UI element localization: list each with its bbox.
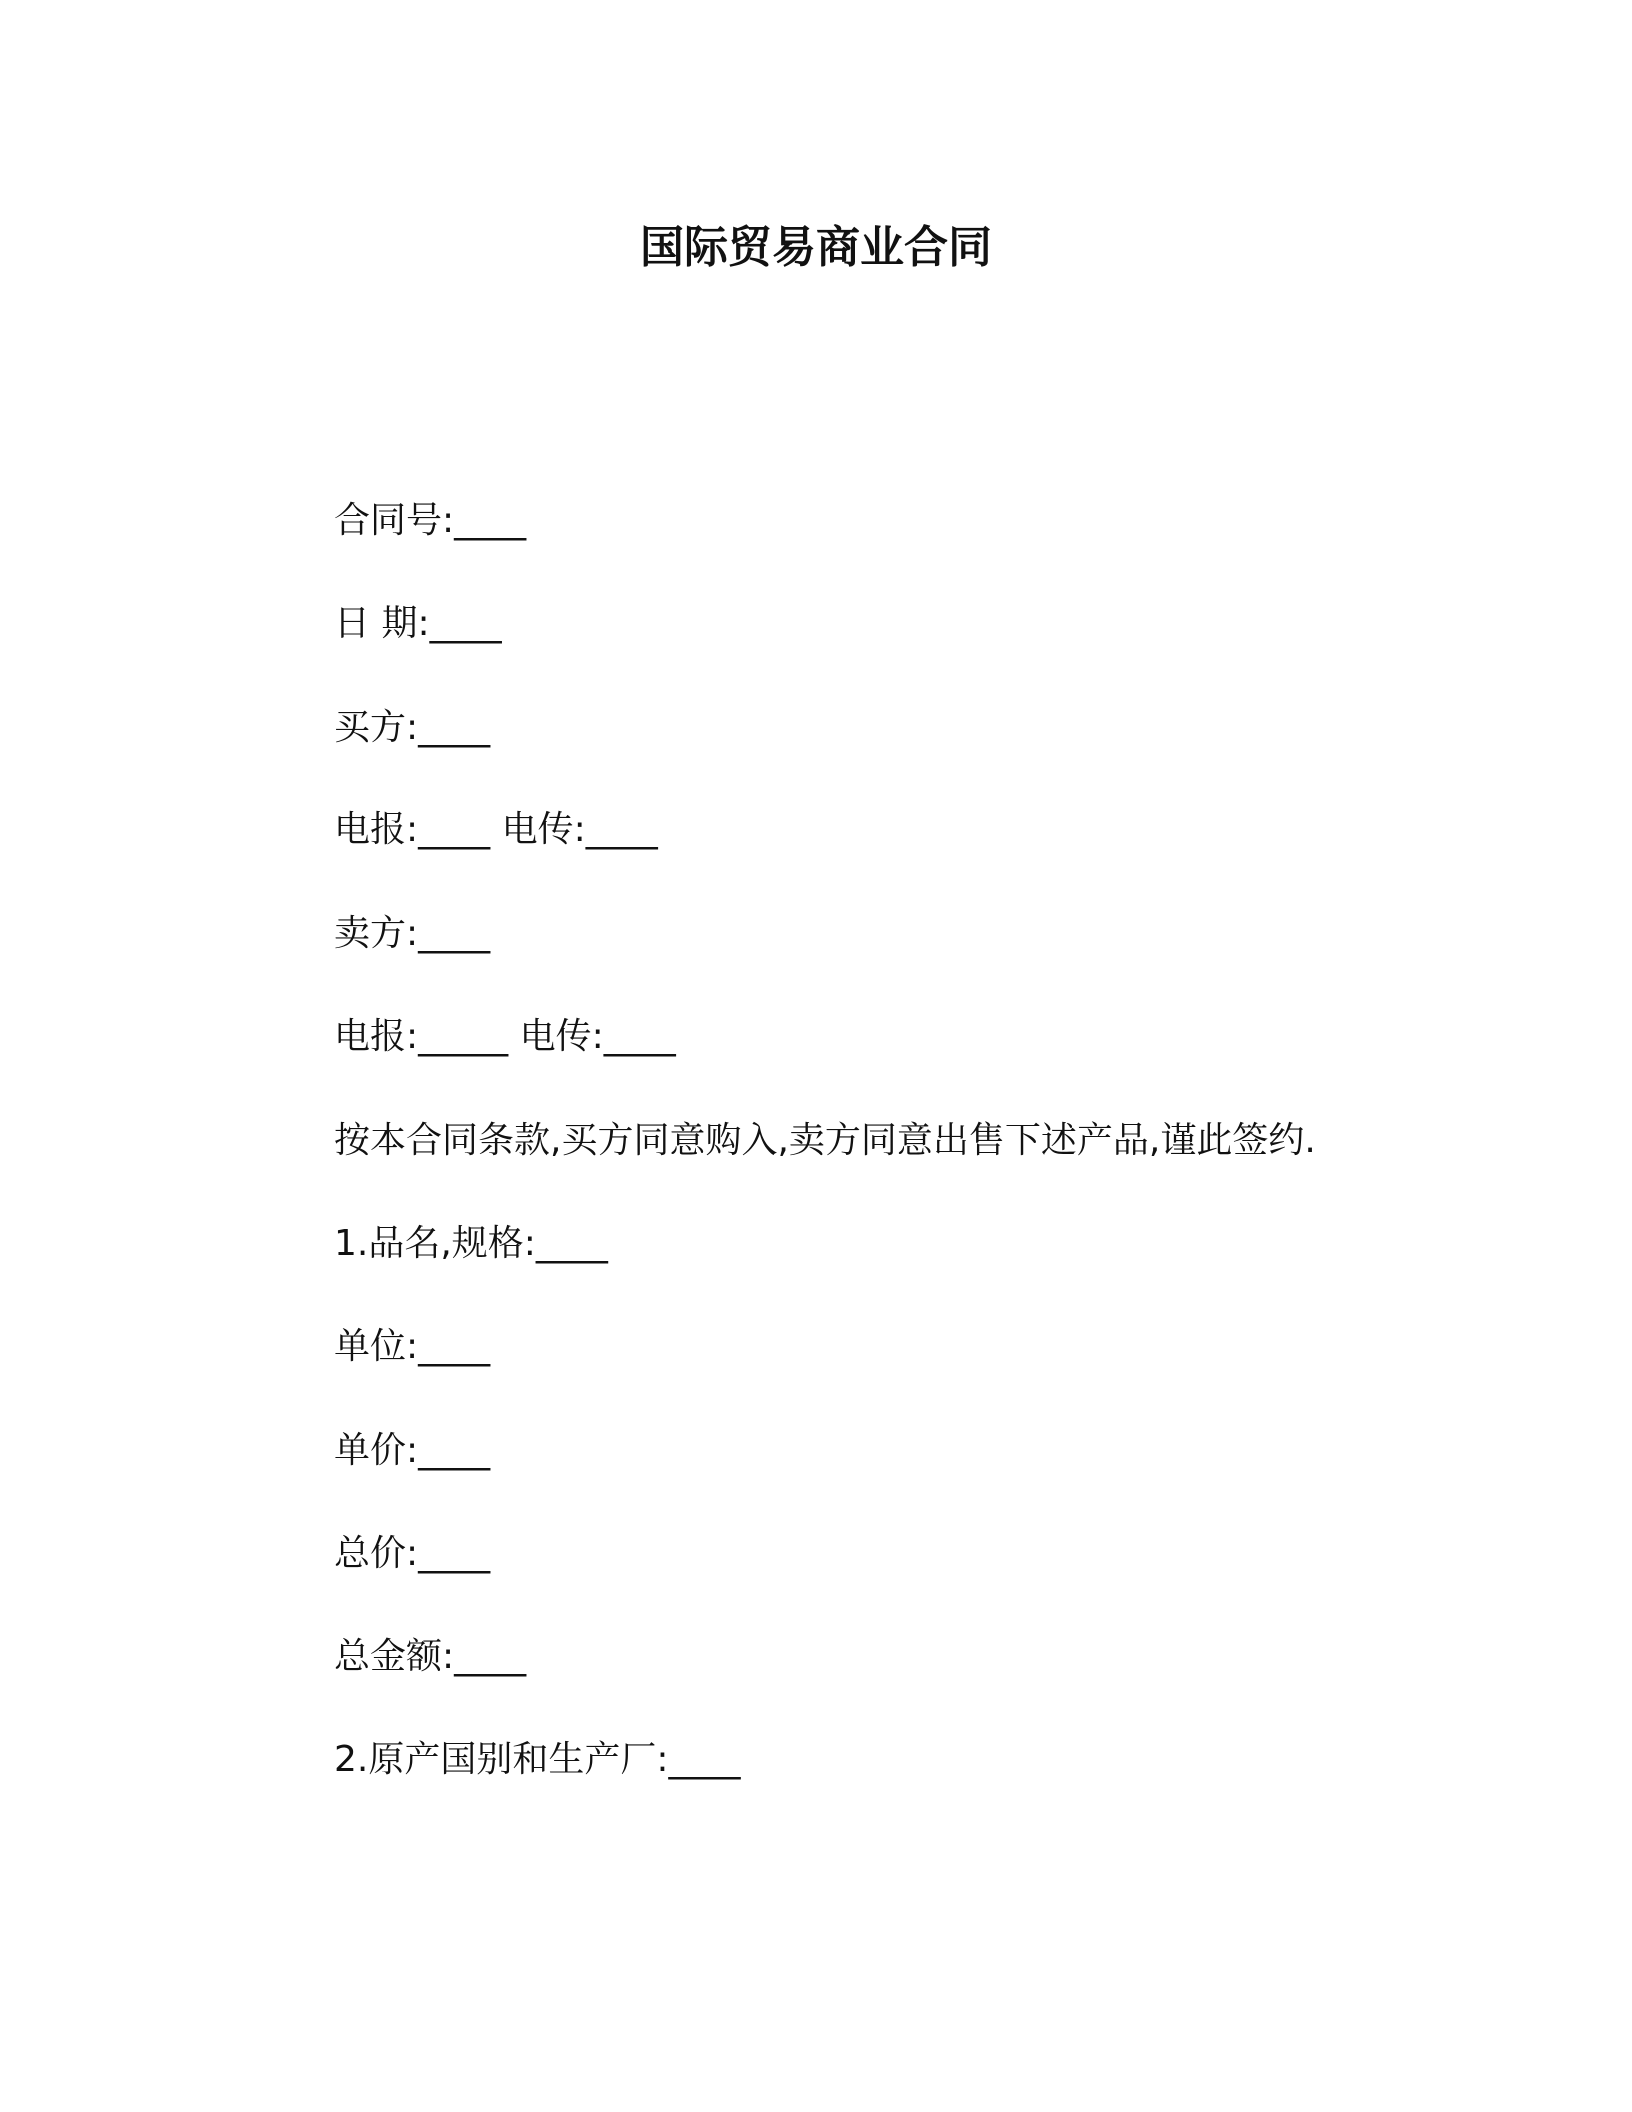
date-line: 日 期:____: [334, 603, 502, 644]
origin-manufacturer-line: 2.原产国别和生产厂:____: [334, 1739, 741, 1780]
total-price-line: 总价:____: [334, 1533, 491, 1574]
document-title: 国际贸易商业合同: [640, 222, 992, 273]
buyer-telegram-fax-line: 电报:____ 电传:____: [334, 809, 658, 850]
agreement-statement: 按本合同条款,买方同意购入,卖方同意出售下述产品,谨此签约.: [334, 1120, 1316, 1161]
seller-telegram-fax-line: 电报:_____ 电传:____: [334, 1016, 676, 1057]
unit-price-line: 单价:____: [334, 1430, 491, 1471]
unit-line: 单位:____: [334, 1326, 491, 1367]
total-amount-line: 总金额:____: [334, 1636, 527, 1677]
buyer-line: 买方:____: [334, 707, 491, 748]
product-spec-line: 1.品名,规格:____: [334, 1223, 608, 1264]
contract-number-line: 合同号:____: [334, 500, 527, 541]
seller-line: 卖方:____: [334, 913, 491, 954]
